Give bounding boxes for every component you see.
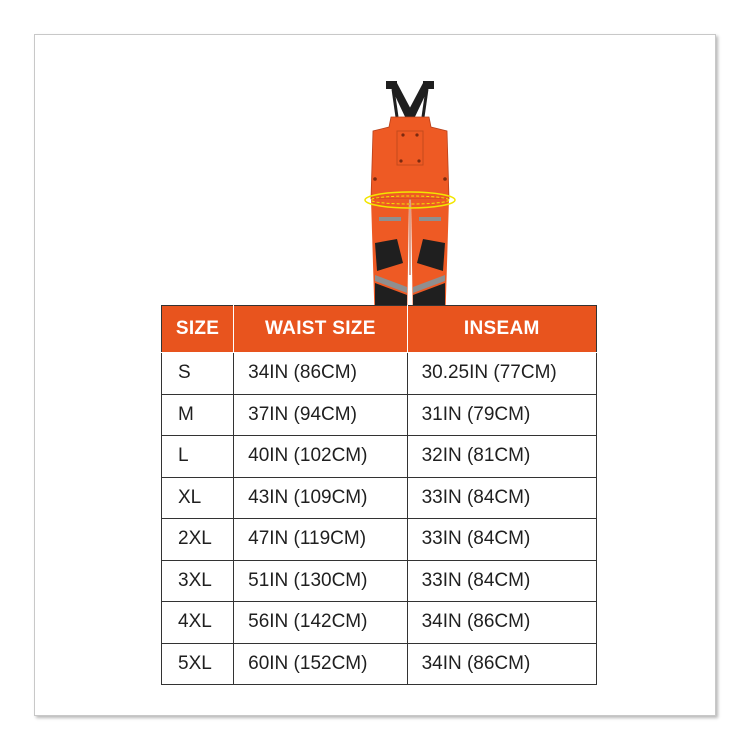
inseam-cell: 33IN (84CM) (407, 477, 596, 519)
waist-cell: 40IN (102CM) (234, 436, 407, 478)
size-cell: M (162, 394, 234, 436)
header-size: SIZE (162, 306, 234, 353)
strap-buckle-left (386, 81, 397, 89)
size-cell: L (162, 436, 234, 478)
table-row (162, 436, 597, 478)
waist-cell: 60IN (152CM) (234, 643, 407, 685)
table-row (162, 477, 597, 519)
table-row (162, 560, 597, 602)
waist-cell: 37IN (94CM) (234, 394, 407, 436)
size-cell: 3XL (162, 560, 234, 602)
waist-cell: 43IN (109CM) (234, 477, 407, 519)
table-header-row (162, 306, 597, 353)
size-table (161, 305, 597, 685)
waist-cell: 34IN (86CM) (234, 353, 407, 395)
bib-overalls-image (353, 79, 467, 329)
inseam-cell: 32IN (81CM) (407, 436, 596, 478)
size-cell: XL (162, 477, 234, 519)
table-row (162, 394, 597, 436)
waist-cell: 47IN (119CM) (234, 519, 407, 561)
strap-buckle-right (423, 81, 434, 89)
size-cell: 2XL (162, 519, 234, 561)
size-cell: 5XL (162, 643, 234, 685)
inseam-cell: 34IN (86CM) (407, 602, 596, 644)
inseam-cell: 31IN (79CM) (407, 394, 596, 436)
bib-front (371, 117, 449, 199)
header-waist-size: WAIST SIZE (234, 306, 407, 353)
waist-cell: 56IN (142CM) (234, 602, 407, 644)
inseam-cell: 34IN (86CM) (407, 643, 596, 685)
header-inseam: INSEAM (407, 306, 596, 353)
inseam-cell: 33IN (84CM) (407, 519, 596, 561)
table-row (162, 602, 597, 644)
table-row (162, 519, 597, 561)
table-row (162, 353, 597, 395)
inseam-cell: 33IN (84CM) (407, 560, 596, 602)
table-row (162, 643, 597, 685)
size-cell: 4XL (162, 602, 234, 644)
inseam-cell: 30.25IN (77CM) (407, 353, 596, 395)
size-chart-card (34, 34, 716, 716)
waist-cell: 51IN (130CM) (234, 560, 407, 602)
size-cell: S (162, 353, 234, 395)
